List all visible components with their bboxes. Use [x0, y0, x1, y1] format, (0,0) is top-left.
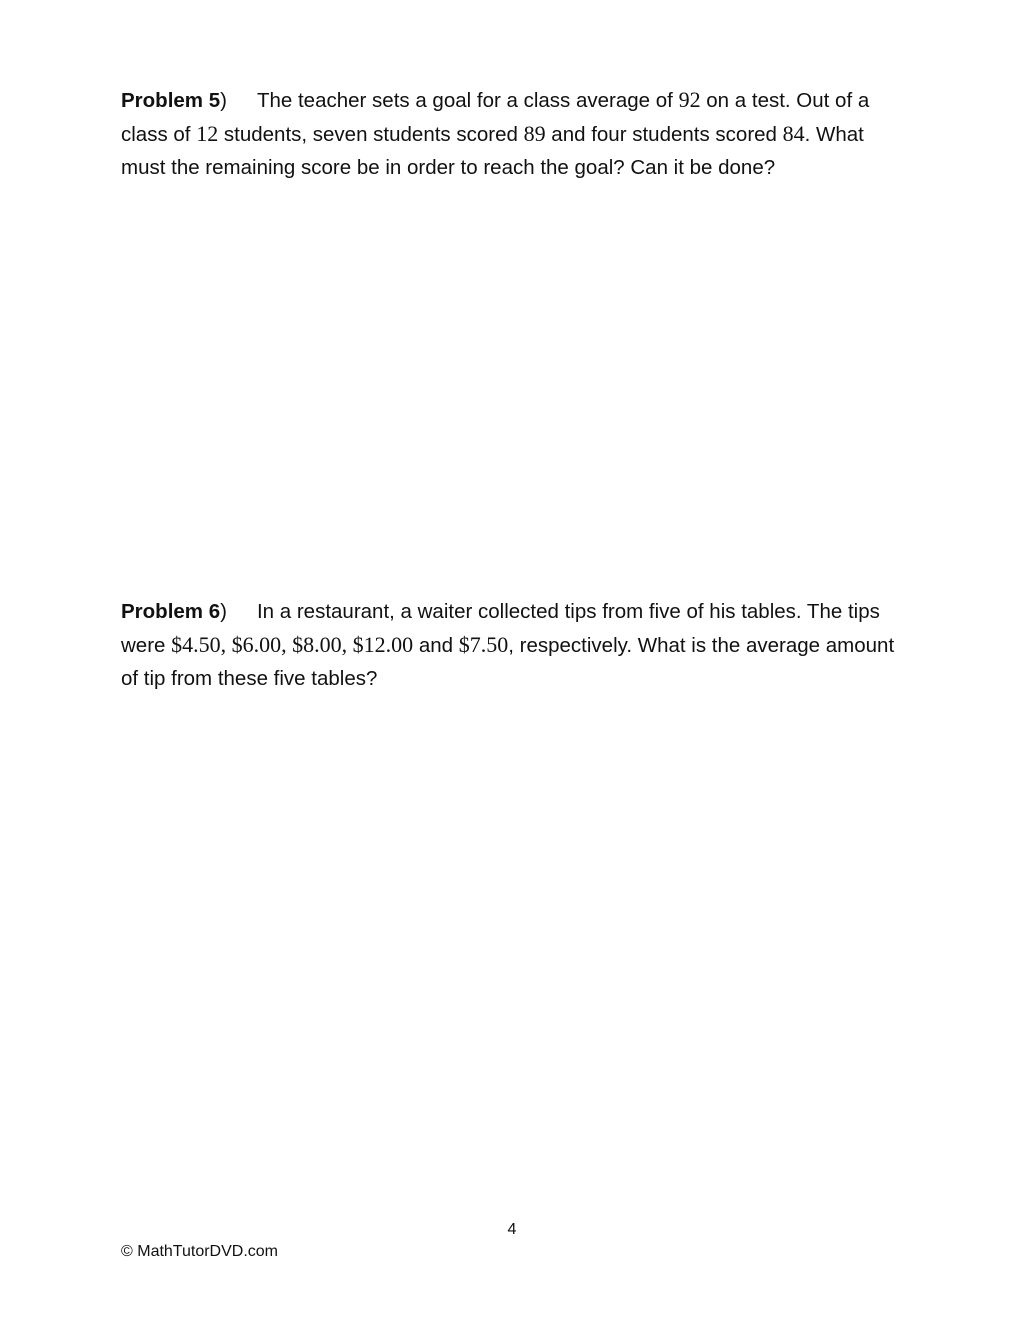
problem-6-text: and	[413, 634, 459, 657]
problem-5-text: The teacher sets a goal for a class average of	[256, 89, 679, 112]
problem-5-label: Problem 5	[121, 89, 221, 112]
score-seven-students: 89	[523, 121, 546, 146]
problem-6-label: Problem 6	[121, 600, 221, 623]
problem-5-paren: )	[220, 89, 227, 112]
score-four-students: 84	[782, 121, 805, 146]
class-size: 12	[196, 121, 219, 146]
problem-5-text: and four students scored	[545, 123, 783, 146]
page-number: 4	[507, 1221, 517, 1238]
problem-6-paren: )	[220, 600, 227, 623]
tip-amount-last: $7.50	[458, 632, 509, 657]
class-average-goal: 92	[678, 87, 701, 112]
problem-5-text: on a test. Out of a class of	[121, 89, 870, 146]
problem-5-text: students, seven students scored	[218, 123, 524, 146]
copyright-notice: © MathTutorDVD.com	[121, 1243, 279, 1260]
problem-5	[121, 83, 911, 184]
problem-5-text: . What must the remaining score be in order to reach the goal? Can it be done?	[121, 123, 864, 179]
problem-6-text: , respectively. What is the average amount of tip from these five tables?	[121, 634, 895, 690]
tip-amounts: $4.50, $6.00, $8.00, $12.00	[171, 632, 414, 657]
problem-6-text: In a restaurant, a waiter collected tips from five of his tables. The tips were	[121, 600, 880, 657]
problem-6	[121, 595, 911, 695]
